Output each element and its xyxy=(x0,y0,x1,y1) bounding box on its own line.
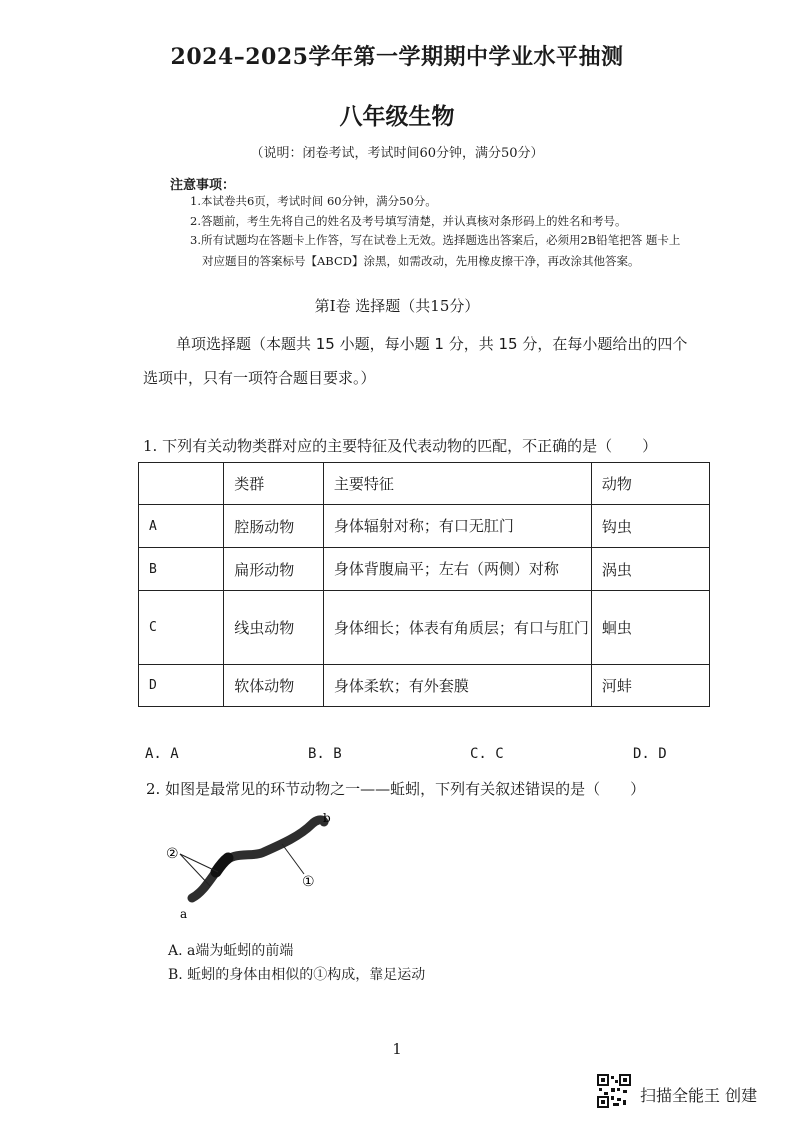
scanner-watermark: 扫描全能王 创建 xyxy=(640,1086,758,1105)
table-row xyxy=(139,665,710,707)
table-cell: 蛔虫 xyxy=(591,591,709,665)
table-header-cell: 动物 xyxy=(591,463,709,505)
table-cell: 身体辐射对称；有口无肛门 xyxy=(323,505,591,548)
page-number: 1 xyxy=(392,1040,402,1058)
table-cell: D xyxy=(139,665,224,707)
question-1-table xyxy=(138,462,710,707)
label-b: b xyxy=(323,811,331,825)
question-1-stem: 1. 下列有关动物类群对应的主要特征及代表动物的匹配，不正确的是（ ） xyxy=(143,437,658,455)
notice-item-3-cont: 对应题目的答案标号【ABCD】涂黑，如需改动，先用橡皮擦干净，再改涂其他答案。 xyxy=(202,254,640,268)
table-cell: 河蚌 xyxy=(591,665,709,707)
section-instruction-1: 单项选择题（本题共 15 小题，每小题 1 分，共 15 分，在每小题给出的四个 xyxy=(176,335,688,353)
label-2: ② xyxy=(166,846,179,862)
table-cell: 涡虫 xyxy=(591,548,709,591)
q1-option-b: B. B xyxy=(308,746,342,762)
table-cell: 腔肠动物 xyxy=(224,505,324,548)
table-row xyxy=(139,548,710,591)
exam-title: 2024–2025学年第一学期期中学业水平抽测 xyxy=(170,44,624,70)
table-cell: 身体细长；体表有角质层；有口与肛门 xyxy=(323,591,591,665)
table-header-cell: 主要特征 xyxy=(323,463,591,505)
section-title: 第Ⅰ卷 选择题（共15分） xyxy=(314,297,480,315)
table-cell: A xyxy=(139,505,224,548)
q1-option-d: D. D xyxy=(633,746,667,762)
qr-code-icon xyxy=(597,1074,631,1108)
table-cell: B xyxy=(139,548,224,591)
table-cell: C xyxy=(139,591,224,665)
earthworm-figure xyxy=(160,806,340,926)
table-cell: 身体背腹扁平；左右（两侧）对称 xyxy=(323,548,591,591)
notice-item-1: 1.本试卷共6页，考试时间 60分钟，满分50分。 xyxy=(190,194,437,208)
label-2-leader xyxy=(180,854,218,872)
table-row xyxy=(139,591,710,665)
label-a: a xyxy=(180,907,188,921)
label-1-leader xyxy=(282,844,304,874)
table-cell: 钩虫 xyxy=(591,505,709,548)
table-row xyxy=(139,505,710,548)
table-cell: 扁形动物 xyxy=(224,548,324,591)
exam-note: （说明：闭卷考试，考试时间60分钟，满分50分） xyxy=(250,146,544,161)
table-cell: 身体柔软；有外套膜 xyxy=(323,665,591,707)
table-cell: 线虫动物 xyxy=(224,591,324,665)
table-header-cell xyxy=(139,463,224,505)
notices-heading: 注意事项： xyxy=(170,178,236,193)
table-header-row xyxy=(139,463,710,505)
label-2-leader xyxy=(180,854,210,886)
table-header-cell: 类群 xyxy=(224,463,324,505)
q2-option-b: B. 蚯蚓的身体由相似的①构成，靠足运动 xyxy=(168,967,426,983)
subject-title: 八年级生物 xyxy=(339,103,455,130)
q1-option-a: A. A xyxy=(145,746,179,762)
table-cell: 软体动物 xyxy=(224,665,324,707)
label-1: ① xyxy=(302,874,315,890)
q2-option-a: A. a端为蚯蚓的前端 xyxy=(168,943,294,959)
notice-item-3: 3.所有试题均在答题卡上作答，写在试卷上无效。选择题选出答案后，必须用2B铅笔把答 题卡上 xyxy=(190,233,681,247)
earthworm-clitellum xyxy=(216,858,228,872)
section-instruction-2: 选项中，只有一项符合题目要求。） xyxy=(143,369,376,387)
notice-item-2: 2.答题前，考生先将自己的姓名及考号填写清楚，并认真核对条形码上的姓名和考号。 xyxy=(190,214,627,228)
q1-option-c: C. C xyxy=(470,746,504,762)
question-2-stem: 2. 如图是最常见的环节动物之一——蚯蚓，下列有关叙述错误的是（ ） xyxy=(146,780,646,798)
